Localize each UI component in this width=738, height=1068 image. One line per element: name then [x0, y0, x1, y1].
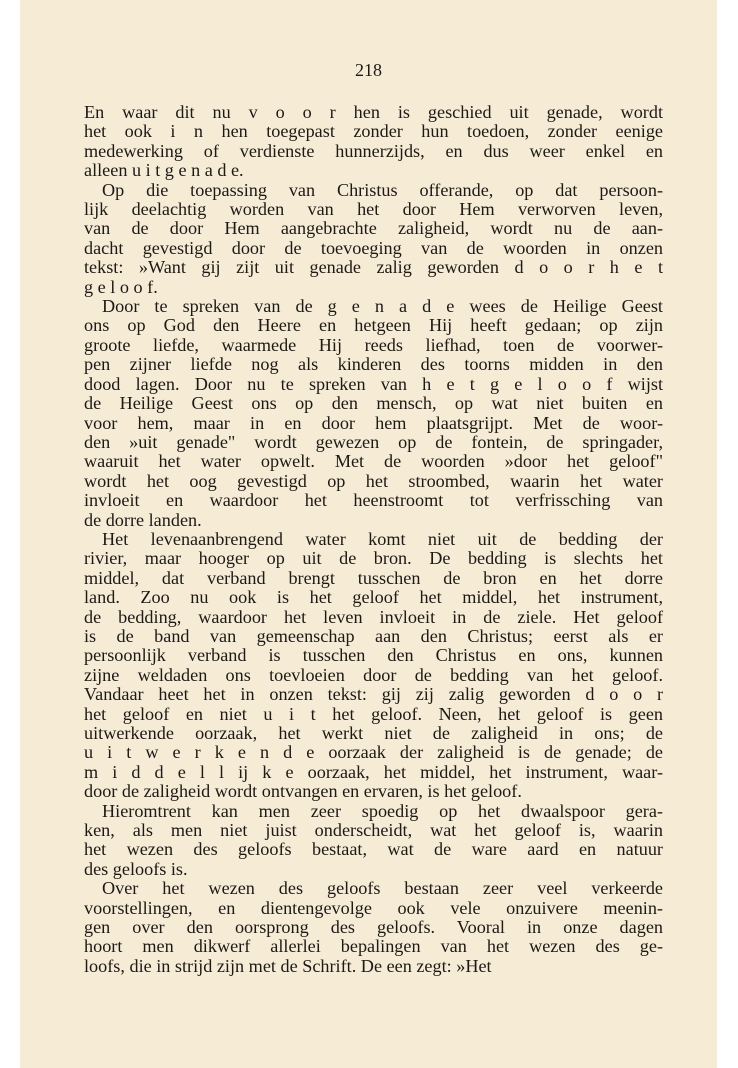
text-line: u i t w e r k e n d e oorzaak der zaligheid is de genade; de — [84, 742, 663, 763]
text-line: des geloofs is. — [84, 858, 188, 879]
text-line: voor hem, maar in en door hem plaatsgrijpt. Met de woor- — [84, 412, 663, 433]
text-line: ken, als men niet juist onderscheidt, wat het geloof is, waarin — [84, 820, 663, 841]
text-line: zijne weldaden ons toevloeien door de bedding van het geloof. — [84, 664, 663, 685]
text-line: tekst: »Want gij zijt uit genade zalig geworden d o o r h e t — [84, 257, 663, 278]
book-page — [20, 0, 717, 1068]
text-line: En waar dit nu v o o r hen is geschied uit genade, wordt — [84, 102, 663, 122]
text-line: de Heilige Geest ons op den mensch, op wat niet buiten en — [84, 393, 663, 414]
text-line: Vandaar heet het in onzen tekst: gij zij zalig geworden d o o r — [84, 684, 663, 705]
paragraph — [84, 181, 663, 297]
text-line: Door te spreken van de g e n a d e wees de Heilige Geest — [102, 296, 663, 317]
text-line: land. Zoo nu ook is het geloof het middel, het instrument, — [84, 587, 663, 608]
text-line: wordt het oog gevestigd op het stroombed, waarin het water — [84, 470, 663, 491]
text-line: dood lagen. Door nu te spreken van h e t g e l o o f wijst — [84, 373, 663, 394]
text-line: uitwerkende oorzaak, het werkt niet de zaligheid in ons; de — [84, 723, 663, 743]
body-text — [84, 103, 663, 976]
text-line: pen zijner liefde nog als kinderen des toorns midden in den — [84, 354, 663, 375]
text-line: is de band van gemeenschap aan den Christus; eerst als er — [84, 625, 663, 646]
text-line: lijk deelachtig worden van het door Hem verworven leven, — [84, 199, 663, 220]
text-line: dacht gevestigd door de toevoeging van de woorden in onzen — [84, 237, 663, 258]
text-line: het geloof en niet u i t het geloof. Neen, het geloof is geen — [84, 703, 663, 724]
paragraph — [84, 802, 663, 880]
paragraph — [84, 530, 663, 802]
paragraph — [84, 297, 663, 530]
text-line: groote liefde, waarmede Hij reeds liefhad, toen de voorwer- — [84, 334, 663, 355]
page-number: 218 — [355, 60, 382, 80]
text-line: de dorre landen. — [84, 509, 202, 530]
text-line: rivier, maar hooger op uit de bron. De bedding is slechts het — [84, 548, 663, 569]
text-line: Hieromtrent kan men zeer spoedig op het dwaalspoor gera- — [102, 800, 663, 821]
text-line: het wezen des geloofs bestaat, wat de ware aard en natuur — [84, 839, 663, 860]
text-line: loofs, die in strijd zijn met de Schrift. De een zegt: »Het — [84, 955, 492, 976]
text-line: gen over den oorsprong des geloofs. Vooral in onze dagen — [84, 917, 663, 938]
text-line: van de door Hem aangebrachte zaligheid, wordt nu de aan- — [84, 218, 663, 239]
paragraph — [84, 879, 663, 976]
text-line: door de zaligheid wordt ontvangen en ervaren, is het geloof. — [84, 781, 522, 802]
paragraph — [84, 103, 663, 181]
text-line: Het levenaanbrengend water komt niet uit de bedding der — [102, 528, 663, 549]
text-line: middel, dat verband brengt tusschen de bron en het dorre — [84, 567, 663, 588]
text-line: medewerking of verdienste hunnerzijds, en dus weer enkel en — [84, 140, 663, 161]
text-line: g e l o o f. — [84, 276, 158, 297]
text-line: waaruit het water opwelt. Met de woorden »door het geloof" — [84, 451, 663, 472]
text-line: het ook i n hen toegepast zonder hun toedoen, zonder eenige — [84, 121, 663, 142]
text-line: voorstellingen, en dientengevolge ook vele onzuivere meenin- — [84, 897, 663, 918]
text-line: alleen u i t g e n a d e. — [84, 160, 244, 181]
text-line: invloeit en waardoor het heenstroomt tot verfrissching van — [84, 490, 663, 511]
text-line: m i d d e l l ij k e oorzaak, het middel, het instrument, waar- — [84, 761, 663, 782]
text-line: Over het wezen des geloofs bestaan zeer veel verkeerde — [102, 878, 663, 899]
text-line: persoonlijk verband is tusschen den Christus en ons, kunnen — [84, 645, 663, 666]
text-line: de bedding, waardoor het leven invloeit in de ziele. Het geloof — [84, 606, 663, 627]
text-line: Op die toepassing van Christus offerande, op dat persoon- — [102, 179, 663, 200]
text-line: den »uit genade" wordt gewezen op de fontein, de springader, — [84, 431, 663, 452]
text-line: ons op God den Heere en hetgeen Hij heeft gedaan; op zijn — [84, 315, 663, 336]
text-line: hoort men dikwerf allerlei bepalingen van het wezen des ge- — [84, 936, 663, 957]
